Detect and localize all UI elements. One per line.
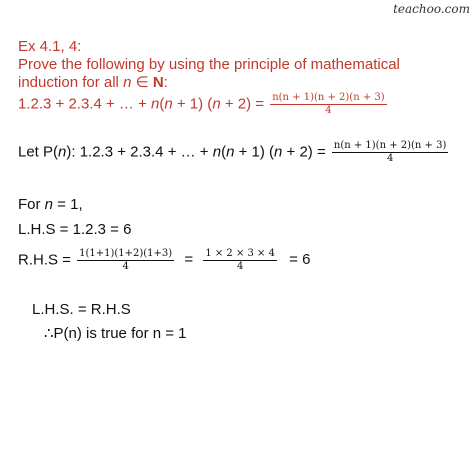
lhs-text: L.H.S = 1.2.3 = 6 — [18, 221, 132, 238]
let-var: n — [58, 143, 67, 161]
rhs-fraction-1 — [77, 248, 174, 273]
prompt-text-1: Prove the following by using the principle of mathematical — [18, 56, 400, 73]
rhs-fraction-1-numerator: 1(1+1)(1+2)(1+3) — [79, 248, 173, 259]
prompt-set-n: N — [152, 74, 164, 91]
let-statement — [18, 140, 450, 165]
series-var-1: n — [151, 95, 160, 113]
conclusion-text-1: L.H.S. = R.H.S — [32, 301, 131, 318]
series-var-2: n — [164, 95, 173, 113]
rhs-fraction-1-denominator: 4 — [122, 261, 129, 272]
rhs-equals: = — [184, 251, 194, 269]
series-text-d: + 2) = — [220, 95, 265, 113]
prompt-in-symbol: ∈ — [131, 74, 153, 91]
let-text-c: ( — [221, 143, 227, 161]
for-text-b: = 1, — [53, 196, 83, 213]
rhs-fraction-2 — [203, 248, 277, 273]
series-statement — [18, 92, 389, 117]
prompt-var-n: n — [123, 74, 132, 91]
rhs-result: = 6 — [289, 251, 311, 269]
let-fraction-denominator: 4 — [386, 153, 394, 164]
series-fraction — [270, 92, 386, 117]
for-var: n — [44, 196, 54, 213]
series-var-3: n — [212, 95, 221, 113]
prompt-line-2 — [18, 74, 168, 92]
series-text-b: ( — [159, 95, 165, 113]
teachoo-watermark: teachoo.com — [393, 2, 470, 16]
let-var-2: n — [226, 143, 235, 161]
rhs-label: R.H.S = — [18, 251, 71, 269]
fraction-numerator: n(n + 1)(n + 2)(n + 3) — [272, 92, 385, 103]
let-text-b: ): 1.2.3 + 2.3.4 + … + — [66, 143, 213, 161]
exercise-title — [18, 38, 81, 56]
prompt-colon: : — [163, 74, 168, 91]
let-text-a: Let P( — [18, 143, 59, 161]
title-text: Ex 4.1, 4: — [18, 38, 82, 55]
fraction-denominator: 4 — [325, 105, 332, 116]
prompt-line-1 — [18, 56, 400, 74]
conclusion-line-1 — [32, 301, 131, 319]
let-var-1: n — [212, 143, 222, 161]
let-var-3: n — [274, 143, 283, 161]
let-text-e: + 2) = — [282, 143, 326, 161]
series-text-c: + 1) ( — [172, 95, 213, 113]
prompt-text-2: induction for all — [18, 74, 124, 91]
let-fraction — [332, 140, 448, 165]
rhs-fraction-2-denominator: 4 — [236, 261, 244, 272]
let-fraction-numerator: n(n + 1)(n + 2)(n + 3) — [333, 140, 447, 151]
conclusion-text-2: ∴P(n) is true for n = 1 — [44, 325, 187, 342]
rhs-line — [18, 248, 310, 273]
series-text-a: 1.2.3 + 2.3.4 + … + — [18, 95, 152, 113]
let-text-d: + 1) ( — [234, 143, 275, 161]
rhs-fraction-2-numerator: 1 × 2 × 3 × 4 — [205, 248, 275, 259]
lhs-line — [18, 221, 131, 239]
for-text-a: For — [18, 196, 45, 213]
conclusion-line-2 — [44, 325, 187, 343]
for-n-line — [18, 196, 83, 214]
